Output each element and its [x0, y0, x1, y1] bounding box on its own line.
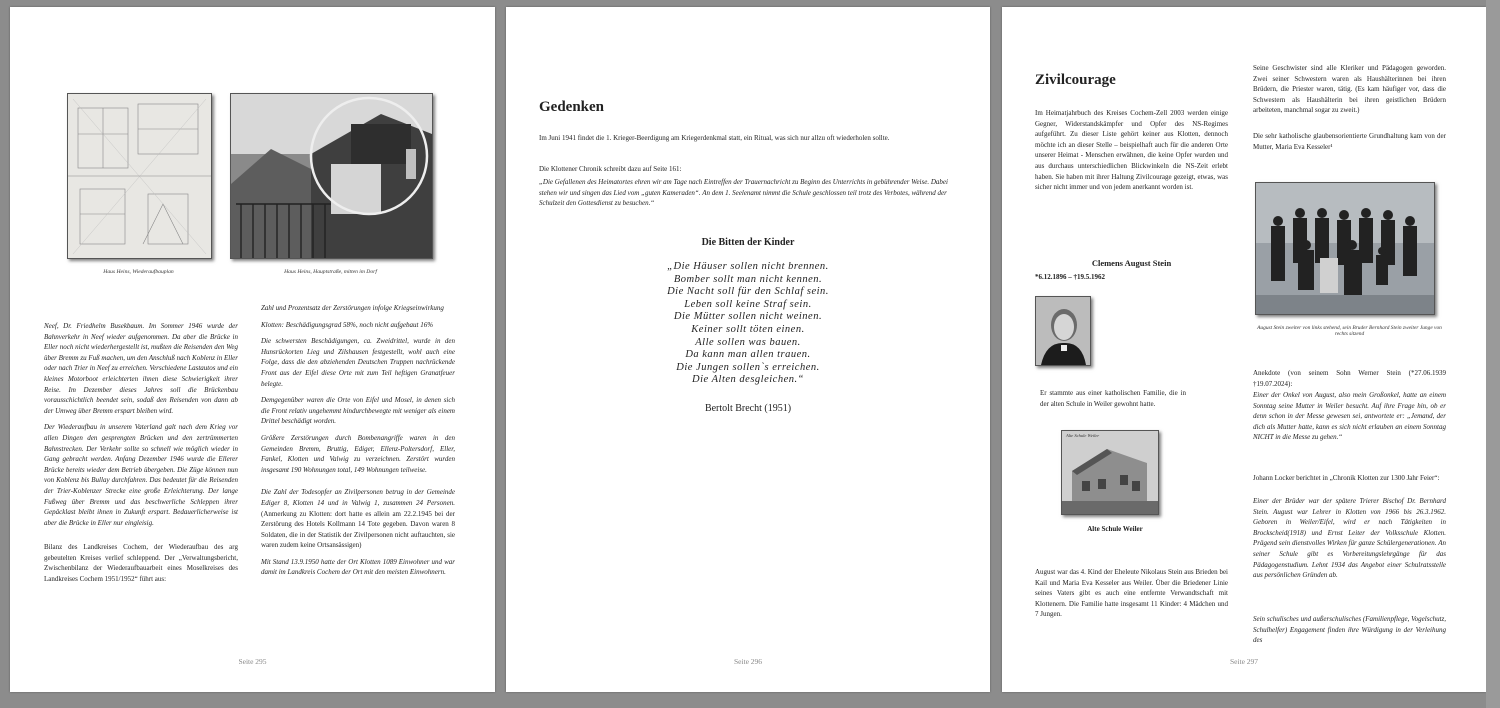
paragraph-zerstoerungen-title: Zahl und Prozentsatz der Zerstörungen infolge Kriegseinwirkung: [261, 304, 444, 312]
family-caption: August Stein zweiter von links stehend, sein Bruder Bernhard Stein zweiter Junge von rechts sitzend: [1257, 325, 1442, 337]
family-photo: [1255, 182, 1435, 315]
figure1-caption: Haus Heins, Wiederaufbauplan: [103, 269, 174, 275]
person-name: Clemens August Stein: [1091, 258, 1172, 268]
page-title: Zivilcourage: [1035, 72, 1116, 88]
poem-title: Die Bitten der Kinder: [701, 237, 795, 248]
paragraph-beschaedigungen: Die schwersten Beschädigungen, ca. Zweidrittel, wurde in den Hunsrückorten Lieg und Zilshausen festgestellt, wohl auch eine Folge, dass die den abziehenden Deutschen Truppen nachrückende Front aus der Eifel diese Orte mit zum Teil heftigen Granatfeuer belegte.: [261, 337, 455, 388]
paragraph-wiederaufbau: Der Wiederaufbau in unserem Vaterland galt nach dem Krieg vor allen Dingen den gesprengten Brücken und den zertrümmerten Bahnstrecken. Der Verkehr sollte so schnell wie möglich wieder in Gang gebracht werden. Anfang Dezember 1946 wurde die Ellerer Brücke bereits wieder dem Betrieb übergeben. Die Züge können nun von Koblenz bis Bullay durchfahren. Das bedeutet für die Reisenden der Trier-Koblenzer Strecke eine große Erleichterung. Der lange Fußweg über Bremm und das beschwerliche Schleppen ihrer Gepäcklast bleibt ihnen in Zukunft erspart. Bedauerlicherweise ist aber die Brücke in Eller nur eingleisig.: [44, 423, 238, 527]
house-photo-image: [231, 94, 432, 258]
paragraph-locker: Johann Locker berichtet in „Chronik Klotten zur 1300 Jahr Feier“:: [1253, 474, 1440, 482]
paragraph-chronik: Die Klottener Chronik schreibt dazu auf Seite 161:: [539, 165, 682, 173]
page-number: Seite 297: [1229, 657, 1259, 666]
person-text: Er stammte aus einer katholischen Familie, die in der alten Schule in Weiler gewohnt hatte.: [1040, 389, 1186, 408]
poem-line: Leben soll keine Straf sein.: [684, 298, 812, 310]
paragraph-demgegenueber: Demgegenüber waren die Orte von Eifel und Mosel, in denen sich die Front relativ ungehemmt hindurchbewegte mit weniger als einem Drittel beschädigt worden.: [261, 396, 455, 426]
page-296: [506, 7, 990, 692]
paragraph-anekdote: Anekdote (von seinem Sohn Werner Stein (*27.06.1939 †19.07.2024):: [1253, 369, 1446, 388]
page-number: Seite 295: [238, 657, 267, 666]
poem-line: Keiner sollt töten einen.: [691, 323, 805, 335]
paragraph-grundhaltung: Die sehr katholische glaubensorientierte Grundhaltung kam von der Mutter, Maria Eva Kesseler¹: [1253, 132, 1446, 151]
school-photo-label: Alte Schule Weiler: [1066, 433, 1100, 438]
school-caption: Alte Schule Weiler: [1087, 525, 1143, 533]
floor-plan-drawing: [68, 94, 211, 258]
paragraph-neef: Neef, Dr. Friedhelm Busekbaum. Im Sommer 1946 wurde der Bahnverkehr in Neef wieder aufgenommen. Da aber die Brücke in Eller noch nicht wiederhergestellt ist, mußten die Reisenden den Weg über Bremm zu Fuß machen, um den Anschluß nach Koblenz in Eller oder nach Trier in Neef zu erreichen. Verschiedene Lastautos und ein kleines Motorboot erleichterten ihnen diese Schwierigkeit ihrer Reise. Im Dezember dieses Jahres soll die Brückenbau vorausschichtlich beendet sein, sodaß den Reisenden von dann ab der Umweg über Bremm erspart bleiben wird.: [44, 322, 238, 415]
right-column: [261, 303, 455, 584]
house-photo: [230, 93, 433, 259]
left-column: [44, 321, 238, 591]
poem-line: „Die Häuser sollen nicht brennen.: [667, 261, 829, 272]
paragraph-beerdigung: Im Juni 1941 findet die 1. Krieger-Beerdigung am Kriegerdenkmal statt, ein Ritual, was sich nur allzu oft wiederholen sollte.: [539, 134, 890, 142]
page-295: [10, 7, 495, 692]
poem-line: Die Jungen sollen`s erreichen.: [676, 361, 820, 373]
floor-plan-photo: [67, 93, 212, 259]
poem-line: Die Mütter sollen nicht weinen.: [673, 311, 823, 323]
poem-line: Da kann man allen trauen.: [685, 349, 811, 361]
todesopfer-note: (Anmerkung zu Klotten: dort hatte es allein am 22.2.1945 bei der Zerstörung des Hotels Kollmann 14 Tote gegeben. Davon waren 8 Soldaten, die in der Statistik der Zivilpersonen nicht auftauchten, sie waren zudem keine Ortsansässigen): [261, 509, 455, 550]
school-image: [1062, 431, 1158, 514]
paragraph-august: August war das 4. Kind der Eheleute Nikolaus Stein aus Brieden bei Kail und Maria Eva Kesseler aus Weiler. Über die Briedener Linie seines Vaters gibt es auch eine entfernte Verwandtschaft mit Klottenern. Die Familie hatte insgesamt 11 Kinder: 4 Mädchen und 7 Jungen.: [1035, 568, 1228, 619]
poem-line: Alle sollen was bauen.: [695, 336, 801, 348]
paragraph-klotten-grad: Klotten: Beschädigungsgrad 58%, noch nicht aufgebaut 16%: [261, 320, 434, 329]
poem: [506, 261, 990, 387]
page-297: [1002, 7, 1486, 692]
poem-author: Bertolt Brecht (1951): [704, 403, 792, 414]
locker-quote: Einer der Brüder war der spätere Trierer Bischof Dr. Bernhard Stein. August war Lehrer in Klotten von 1966 bis 26.3.1962. Geboren in Weiler/Eifel, wird er nach Tätigkeiten in Brockscheid(1918) und Ernst Leiter der Volksschule Klotten. Prägend sein dienstvolles Wirken für ganze Schülergenerationen. An seiner Schule gibt es Vorbereitungslehrgänge für das Pädagogenstudium. Lehnt 1934 das Angebot einer Schulratsstelle aus persönlichen Gründen ab.: [1253, 497, 1446, 580]
page-title: Gedenken: [539, 99, 605, 115]
viewer-margin: [1486, 0, 1500, 708]
paragraph-intro: Im Heimatjahrbuch des Kreises Cochem-Zell 2003 werden einige Gegner, Widerstandskämpfer und Opfer des NS-Regimes aufgeführt. Zu dieser Liste gehört keiner aus Klotten, dennoch möchte ich an dieser Stelle – beispielhaft auch für die anderen Orte unserer Heimat - Menschen erwähnen, die keine Opfer wurden und aus durchaus unterschiedlichen Blickwinkeln die NS-Zeit erlebt haben. Sie haben mit ihrer Haltung Zivilcourage gezeigt, etwas, was sicher nicht immer und von jedem anerkannt worden ist.: [1035, 109, 1228, 192]
poem-line: Bomber sollt man nicht kennen.: [673, 273, 823, 285]
family-image: [1256, 183, 1434, 314]
person-dates: *6.12.1896 – †19.5.1962: [1035, 273, 1105, 281]
todesopfer-italic: Die Zahl der Todesopfer an Zivilpersonen betrug in der Gemeinde Ediger 8, Klotten 14 und in Valwig 1, zusammen 24 Personen.: [261, 488, 455, 507]
paragraph-todesopfer: [261, 487, 455, 551]
anecdote-quote: Einer der Onkel von August, also mein Großonkel, hatte an einem Sonntag seine Mutter in Weiler besucht. Auf ihre Frage hin, ob er denn schon in der Messe gewesen sei, antwortete er: „Jemand, der dich als Mutter hatte, kann es sich nicht erlauben an einem Sonntag NICHT in die Messe zu gehen.“: [1253, 391, 1446, 442]
paragraph-bombenangriffe: Größere Zerstörungen durch Bombenangriffe waren in den Gemeinden Bremm, Bruttig, Ediger, Ellenz-Poltersdorf, Eller, Fankel, Klotten und Valwig zu verzeichnen. Zerstört wurden insgesamt 190 Wohnungen total, 149 Wohnungen teilweise.: [261, 433, 455, 474]
paragraph-engagement: Sein schulisches und außerschulisches (Familienpflege, Vogelschutz, Schulhelfer) Engagement finden ihre Würdigung in der Verleihung des: [1253, 615, 1446, 645]
figure2-caption: Haus Heins, Hauptstraße, mitten im Dorf: [284, 269, 377, 275]
portrait-image: [1036, 297, 1090, 365]
chronik-quote: „Die Gefallenen des Heimatortes ehren wir am Tage nach Eintreffen der Trauernachricht zu Beginn des Unterrichts in gebührender Weise. Dabei stehen wir und singen das Lied vom „guten Kameraden“. An dem 1. Seelenamt nimmt die Schule geschlossen teil trotz des Verbotes, während der Schulzeit den Gottesdienst zu besuchen.“: [539, 178, 948, 208]
paragraph-einwohner: Mit Stand 13.9.1950 hatte der Ort Klotten 1089 Einwohner und war damit im Landkreis Cochem der Ort mit den meisten Einwohnern.: [261, 557, 455, 577]
poem-line: Die Alten desgleichen.“: [692, 374, 804, 386]
poem-line: Die Nacht soll für den Schlaf sein.: [667, 286, 829, 298]
paragraph-geschwister: Seine Geschwister sind alle Kleriker und Pädagogen geworden. Zwei seiner Schwestern waren als Haushälterinnen bei ihren Brüdern, die Priester waren, tätig. (Es kam häufiger vor, dass die Schwestern als Haushälterin bei ihren geistlichen Brüdern arbeiteten, manchmal sogar zu zweit.): [1253, 64, 1446, 115]
page-number: Seite 296: [733, 657, 763, 666]
portrait-photo: [1035, 296, 1091, 366]
school-photo: [1061, 430, 1159, 515]
paragraph-bilanz: Bilanz des Landkreises Cochem, der Wiederaufbau des arg gebeutelten Kreises verlief schleppend. Der „Verwaltungsbericht, Zwischenbilanz der Wiederaufbauarbeit eines Moselkreises des Landkreises Cochem 1951/1952“ führt aus:: [44, 543, 238, 584]
